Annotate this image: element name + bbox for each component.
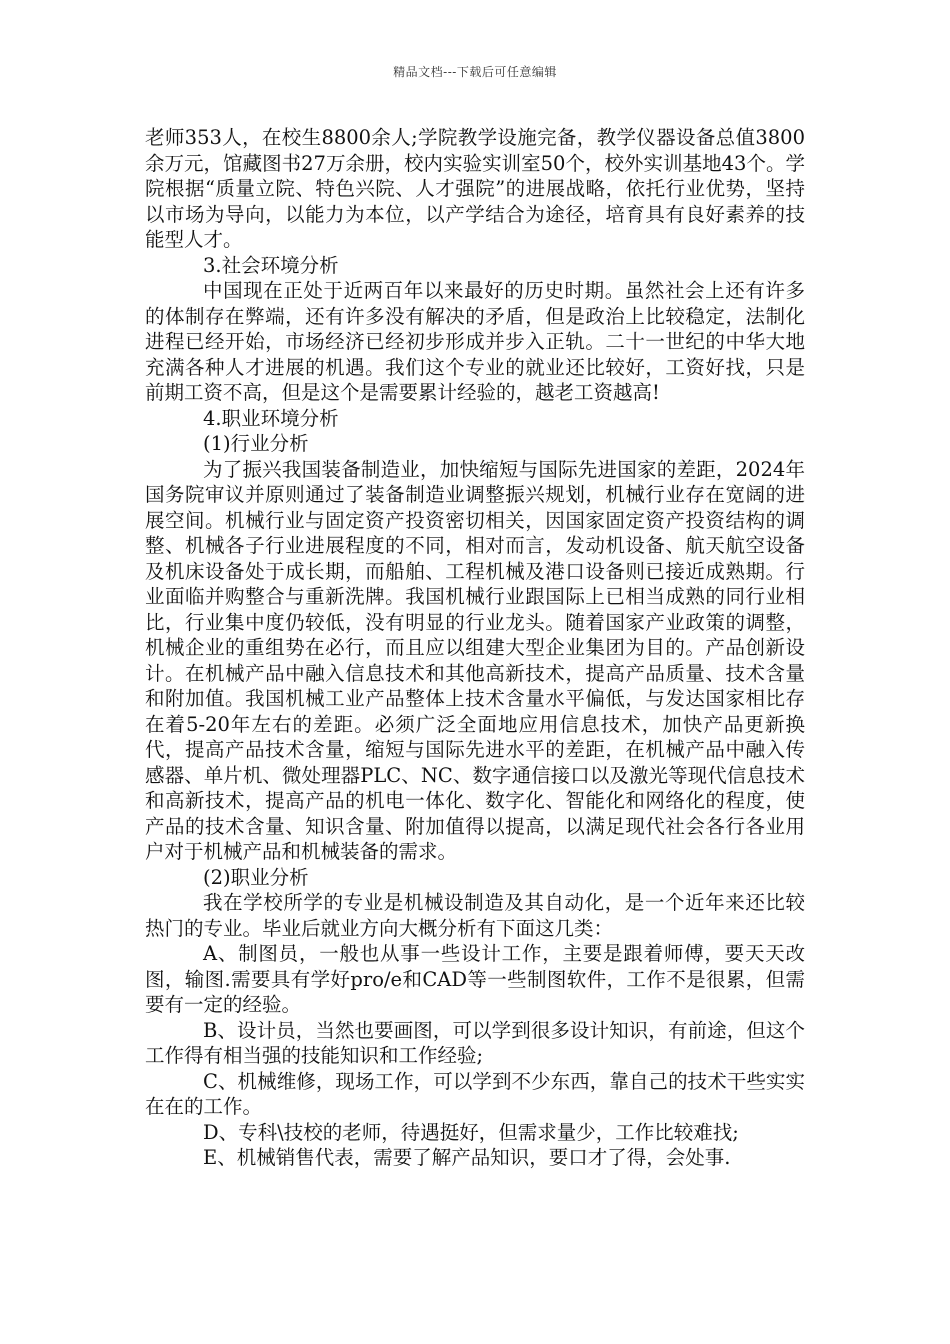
heading-career-environment: 4.职业环境分析: [203, 406, 339, 430]
paragraph-career-analysis: 我在学校所学的专业是机械设制造及其自动化，是一个近年来还比较热门的专业。毕业后就业方向大概分析有下面这几类：: [145, 891, 805, 940]
paragraph-social-environment: 中国现在正处于近两百年以来最好的历史时期。虽然社会上还有许多的体制存在弊端，还有许多没有解决的矛盾，但是政治上比较稳定，法制化进程已经开始，市场经济已经初步形成并步入正轨。二十一世纪的中华大地充满各种人才进展的机遇。我们这个专业的就业还比较好，工资好找，只是前期工资不高，但是这个是需要累计经验的，越老工资越高!: [145, 279, 805, 404]
list-item-c: C、机械维修，现场工作，可以学到不少东西，靠自己的技术干些实实在在的工作。: [145, 1069, 805, 1118]
heading-industry-analysis: (1)行业分析: [203, 432, 309, 455]
heading-career-analysis: (2)职业分析: [203, 865, 309, 889]
paragraph-industry-analysis: 为了振兴我国装备制造业，加快缩短与国际先进国家的差距，2024年国务院审议并原则通过了装备制造业调整振兴规划，机械行业存在宽阔的进展空间。机械行业与固定资产投资密切相关，因国家固定资产投资结构的调整、机械各子行业进展程度的不同，相对而言，发动机设备、航天航空设备及机床设备处于成长期，而船舶、工程机械及港口设备则已接近成熟期。行业面临并购整合与重新洗牌。我国机械行业跟国际上已相当成熟的同行业相比，行业集中度仍较低，没有明显的行业龙头。随着国家产业政策的调整，机械企业的重组势在必行，而且应以组建大型企业集团为目的。产品创新设计。在机械产品中融入信息技术和其他高新技术，提高产品质量、技术含量和附加值。我国机械工业产品整体上技术含量水平偏低，与发达国家相比存在着5-20年左右的差距。必须广泛全面地应用信息技术，加快产品更新换代，提高产品技术含量，缩短与国际先进水平的差距，在机械产品中融入传感器、单片机、微处理器PLC、NC、数字通信接口以及激光等现代信息技术和高新技术，提高产品的机电一体化、数字化、智能化和网络化的程度，使产品的技术含量、知识含量、附加值得以提高，以满足现代社会各行各业用户对于机械产品和机械装备的需求。: [145, 457, 805, 863]
list-item-d: D、专科\技校的老师，待遇挺好，但需求量少，工作比较难找;: [203, 1120, 739, 1144]
list-item-b: B、设计员，当然也要画图，可以学到很多设计知识，有前途，但这个工作得有相当强的技能知识和工作经验;: [145, 1018, 805, 1067]
paragraph-school-facilities: 老师353人，在校生8800余人;学院教学设施完备，教学仪器设备总值3800余万元，馆藏图书27万余册，校内实验实训室50个，校外实训基地43个。学院根据“质量立院、特色兴院、人才强院”的进展战略，依托行业优势，坚持以市场为导向，以能力为本位，以产学结合为途径，培育具有良好素养的技能型人才。: [145, 126, 805, 251]
list-item-a: A、制图员，一般也从事一些设计工作，主要是跟着师傅，要天天改图，输图.需要具有学好pro/e和CAD等一些制图软件，工作不是很累，但需要有一定的经验。: [145, 942, 805, 1016]
page-header: 精品文档---下载后可任意编辑: [393, 65, 557, 79]
list-item-e: E、机械销售代表，需要了解产品知识，要口才了得，会处事.: [203, 1146, 731, 1169]
document-body: [145, 125, 805, 1171]
heading-social-environment: 3.社会环境分析: [203, 253, 339, 277]
